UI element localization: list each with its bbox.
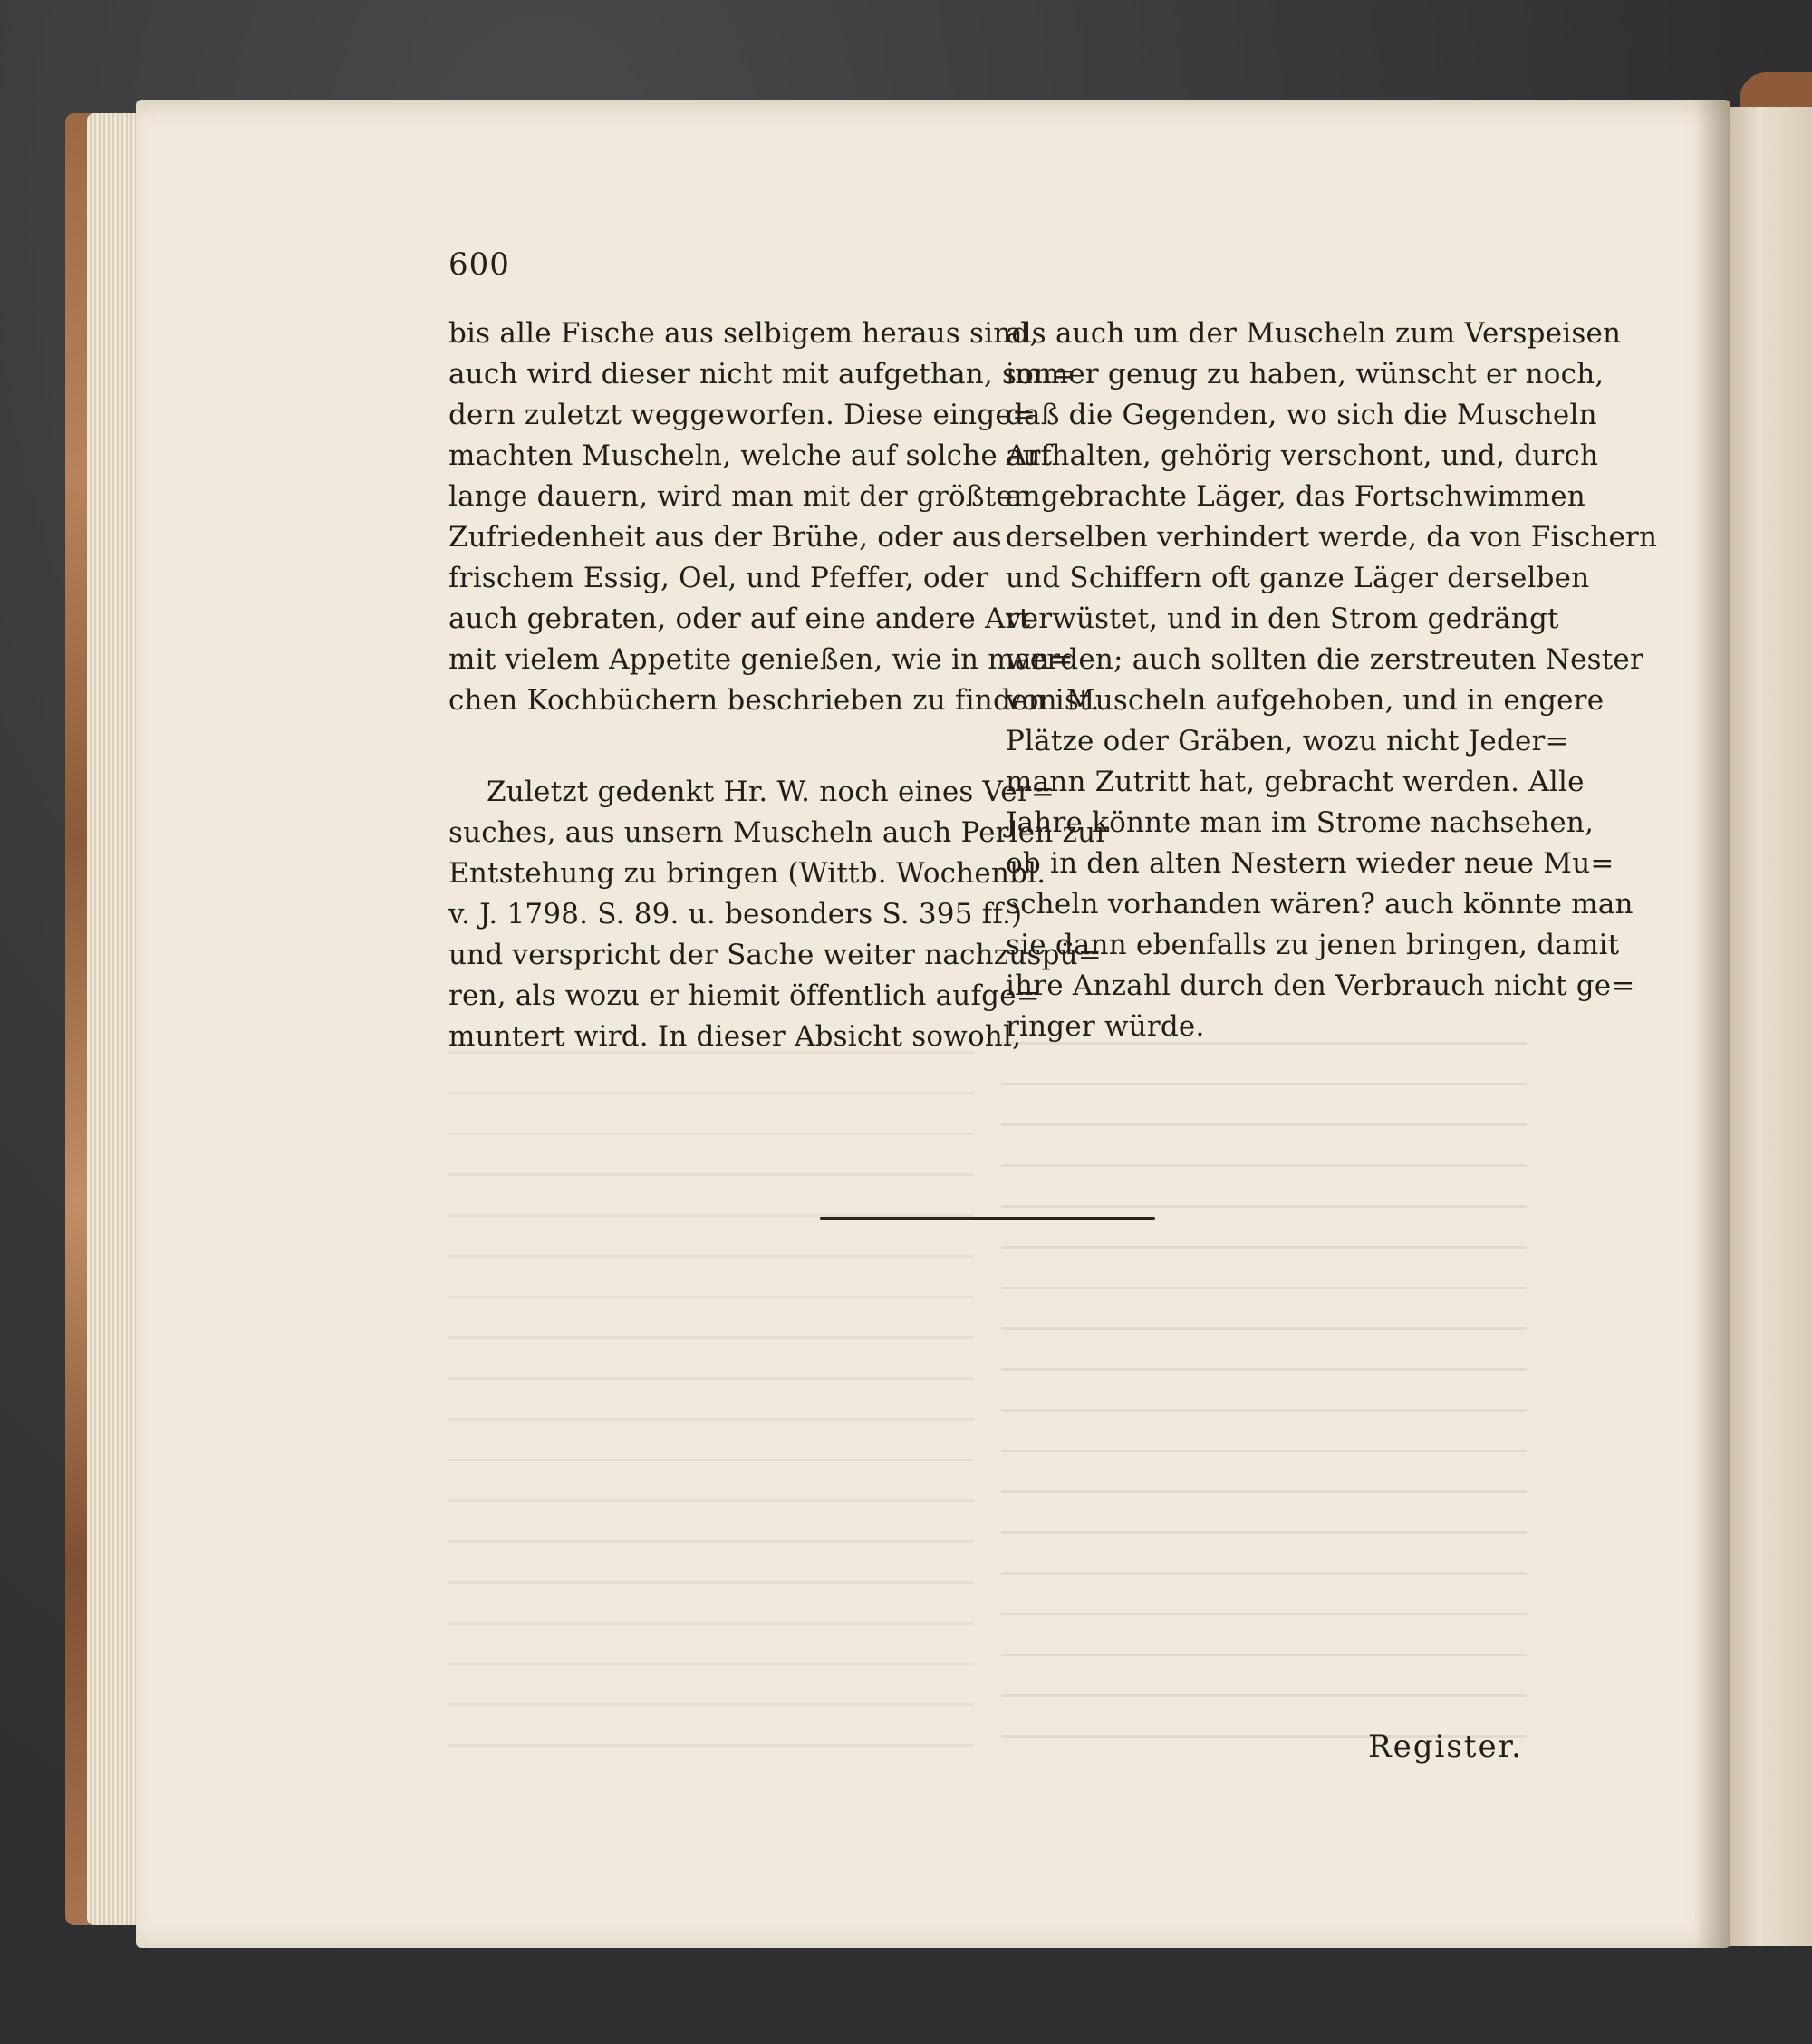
text-line: verwüstet, und in den Strom gedrängt [1006, 603, 1559, 635]
right-column [1006, 313, 1658, 1047]
text-line: ihre Anzahl durch den Verbrauch nicht ge= [1006, 969, 1635, 1002]
text-line: bis alle Fische aus selbigem heraus sind, [448, 317, 1039, 350]
text-line: dern zuletzt weggeworfen. Diese einge= [448, 399, 1036, 431]
text-line: auch gebraten, oder auf eine andere Art [448, 603, 1031, 635]
text-line: sie dann ebenfalls zu jenen bringen, damit [1006, 929, 1620, 961]
text-line: mit vielem Appetite genießen, wie in man= [448, 643, 1074, 676]
text-line: suches, aus unsern Muscheln auch Perlen zur [448, 816, 1110, 849]
text-line: ren, als wozu er hiemit öffentlich aufge= [448, 979, 1040, 1012]
text-line: derselben verhindert werde, da von Fischern [1006, 521, 1658, 554]
text-line: mann Zutritt hat, gebracht werden. Alle [1006, 766, 1585, 798]
text-line: scheln vorhanden wären? auch könnte man [1006, 888, 1634, 921]
paragraph-gap [448, 721, 974, 772]
paragraph-1 [448, 313, 1100, 721]
text-line: immer genug zu haben, wünscht er noch, [1006, 358, 1605, 390]
page-gutter-shadow [1694, 100, 1730, 1948]
text-line: werden; auch sollten die zerstreuten Nester [1006, 643, 1643, 676]
text-line: lange dauern, wird man mit der größten [448, 480, 1032, 513]
text-line: ringer würde. [1006, 1010, 1205, 1043]
text-line: Jahre könnte man im Strome nachsehen, [1006, 806, 1595, 839]
text-line: aufhalten, gehörig verschont, und, durch [1006, 439, 1599, 472]
text-line: auch wird dieser nicht mit aufgethan, son= [448, 358, 1076, 390]
text-line: muntert wird. In dieser Absicht sowohl, [448, 1020, 1022, 1053]
text-line: und Schiffern oft ganze Läger derselben [1006, 562, 1590, 594]
text-line: daß die Gegenden, wo sich die Muscheln [1006, 399, 1597, 431]
text-line: v. J. 1798. S. 89. u. besonders S. 395 ff.) [448, 898, 1023, 930]
text-line: Zuletzt gedenkt Hr. W. noch eines Ver= [487, 776, 1055, 808]
text-line: chen Kochbüchern beschrieben zu finden ist. [448, 684, 1100, 717]
show-through-right [1001, 1042, 1527, 1749]
show-through-left [448, 1051, 974, 1776]
text-line: von Muscheln aufgehoben, und in engere [1006, 684, 1605, 717]
text-line: und verspricht der Sache weiter nachzuspü= [448, 939, 1102, 971]
text-line: frischem Essig, Oel, und Pfeffer, oder [448, 562, 989, 594]
page-number: 600 [448, 246, 510, 283]
text-line: Zufriedenheit aus der Brühe, oder aus [448, 521, 1002, 554]
facing-page-edge [1726, 107, 1812, 1946]
section-separator-rule [820, 1217, 1155, 1220]
text-line: machten Muscheln, welche auf solche Art [448, 439, 1053, 472]
text-line: als auch um der Muscheln zum Verspeisen [1006, 317, 1622, 350]
text-line: Plätze oder Gräben, wozu nicht Jeder= [1006, 725, 1569, 757]
text-line: ob in den alten Nestern wieder neue Mu= [1006, 847, 1614, 880]
catchword: Register. [1368, 1729, 1523, 1765]
text-line: angebrachte Läger, das Fortschwimmen [1006, 480, 1586, 513]
page-edges [87, 113, 141, 1925]
text-line: Entstehung zu bringen (Wittb. Wochenbl. [448, 857, 1046, 890]
